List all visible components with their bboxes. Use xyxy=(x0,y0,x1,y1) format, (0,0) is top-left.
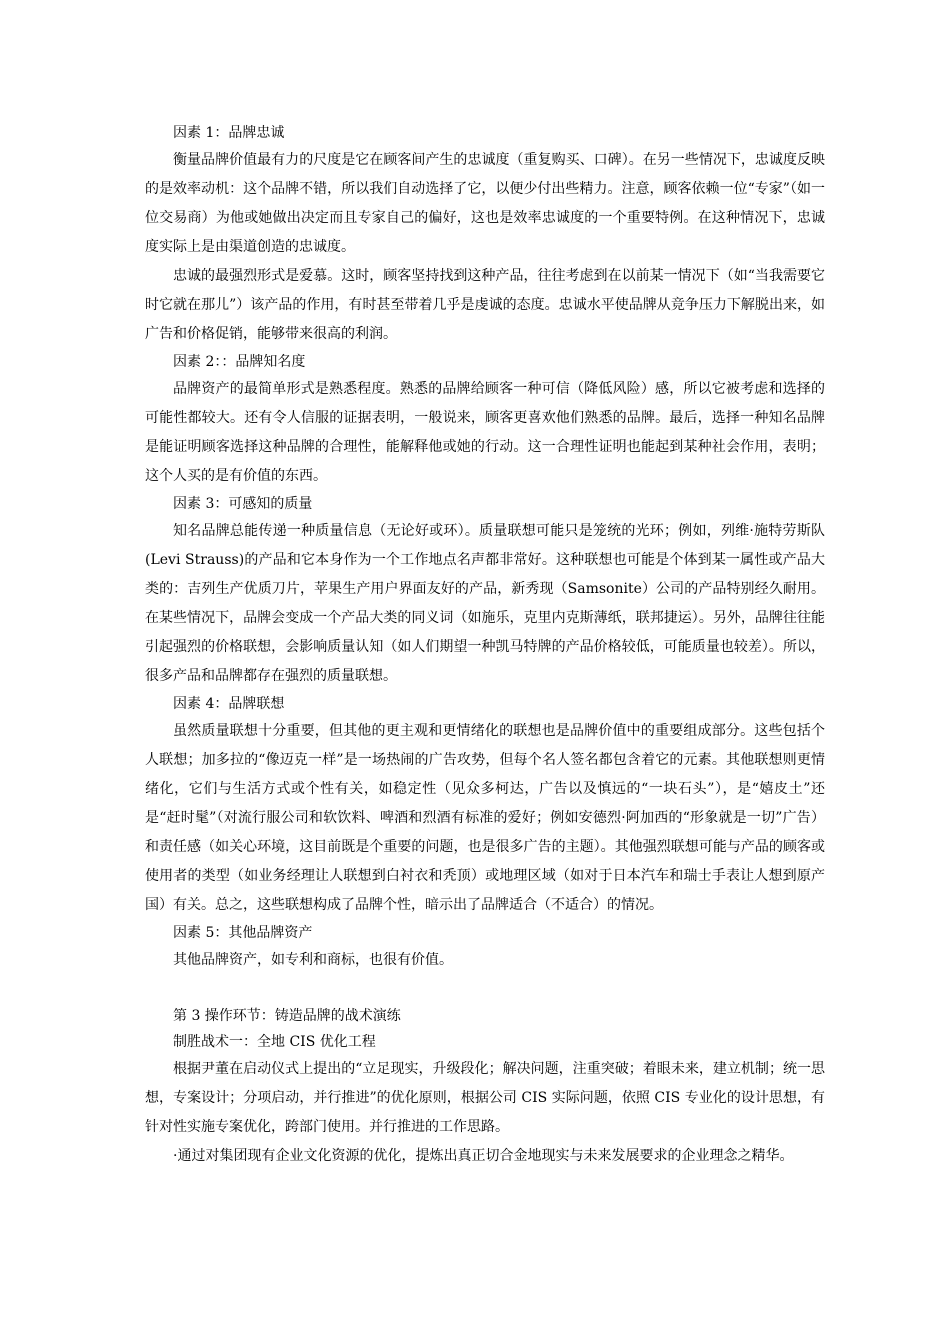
section-title: 第 3 操作环节：铸造品牌的战术演练 xyxy=(173,1008,401,1024)
section-spacer xyxy=(145,975,825,1003)
section-paragraph-2: ·通过对集团现有企业文化资源的优化，提炼出真正切合金地现实与未来发展要求的企业理念之精华。 xyxy=(173,1148,794,1164)
factor-5-heading: 因素 5：其他品牌资产 xyxy=(173,925,313,941)
factor-1-heading: 因素 1：品牌忠诚 xyxy=(173,125,285,141)
factor-1-paragraph-2: 忠诚的最强烈形式是爱慕。这时，顾客坚持找到这种产品，往往考虑到在以前某一情况下（如“当我需要它时它就在那儿”）该产品的作用，有时甚至带着几乎是虔诚的态度。忠诚水平使品牌从竞争压力下解脱出来，如广告和价格促销，能够带来很高的利润。 xyxy=(145,268,825,342)
factor-3-paragraph-1: 知名品牌总能传递一种质量信息（无论好或环）。质量联想可能只是笼统的光环；例如，列维·施特劳斯队(Levi Strauss)的产品和它本身作为一个工作地点名声都非常好。这种联想也可能是个体到某一属性或产品大类的：吉列生产优质刀片，苹果生产用户界面友好的产品，新秀现（Samsonite）公司的产品特别经久耐用。在某些情况下，品牌会变成一个产品大类的同义词（如施乐，克里内克斯薄纸，联邦捷运）。另外，品牌往往能引起强烈的价格联想，会影响质量认知（如人们期望一种凯马特牌的产品价格较低，可能质量也较差）。所以，很多产品和品牌都存在强烈的质量联想。 xyxy=(145,523,825,684)
section-subtitle: 制胜战术一：全地 CIS 优化工程 xyxy=(173,1034,376,1050)
factor-2-heading: 因素 2：：品牌知名度 xyxy=(173,354,306,370)
factor-4-heading: 因素 4：品牌联想 xyxy=(173,696,285,712)
document-body xyxy=(145,120,825,1171)
factor-2-paragraph-1: 品牌资产的最简单形式是熟悉程度。熟悉的品牌给顾客一种可信（降低风险）感，所以它被考虑和选择的可能性都较大。还有令人信服的证据表明，一般说来，顾客更喜欢他们熟悉的品牌。最后，选择一种知名品牌是能证明顾客选择这种品牌的合理性，能解释他或她的行动。这一合理性证明也能起到某种社会作用，表明；这个人买的是有价值的东西。 xyxy=(145,381,825,484)
factor-1-paragraph-1: 衡量品牌价值最有力的尺度是它在顾客间产生的忠诚度（重复购买、口碑）。在另一些情况下，忠诚度反映的是效率动机：这个品牌不错，所以我们自动选择了它，以便少付出些精力。注意，顾客依赖一位“专家”（如一位交易商）为他或她做出决定而且专家自己的偏好，这也是效率忠诚度的一个重要特例。在这种情况下，忠诚度实际上是由渠道创造的忠诚度。 xyxy=(145,152,825,255)
section-paragraph-1: 根据尹董在启动仪式上提出的“立足现实，升级段化；解决问题，注重突破；着眼未来，建立机制；统一思想，专案设计；分项启动，并行推进”的优化原则，根据公司 CIS 实际问题，依照 CIS 专业化的设计思想，有针对性实施专案优化，跨部门使用。并行推进的工作思路。 xyxy=(145,1061,825,1135)
factor-5-paragraph-1: 其他品牌资产，如专利和商标，也很有价值。 xyxy=(173,952,453,968)
factor-3-heading: 因素 3：可感知的质量 xyxy=(173,496,313,512)
factor-4-paragraph-1: 虽然质量联想十分重要，但其他的更主观和更情绪化的联想也是品牌价值中的重要组成部分。这些包括个人联想；加多拉的“像迈克一样”是一场热闹的广告攻势，但每个名人签名都包含着它的元素。其他联想则更情绪化，它们与生活方式或个性有关，如稳定性（见众多柯达，广告以及慎远的“一块石头”），是“嬉皮土”还是“赶时髦”（对流行服公司和软饮料、啤酒和烈酒有标准的爱好；例如安德烈·阿加西的“形象就是一切”广告）和责任感（如关心环境，这目前既是个重要的问题，也是很多广告的主题）。其他强烈联想可能与产品的顾客或使用者的类型（如业务经理让人联想到白衬衣和秃顶）或地理区域（如对于日本汽车和瑞士手表让人想到原产国）有关。总之，这些联想构成了品牌个性，暗示出了品牌适合（不适合）的情况。 xyxy=(145,723,825,913)
